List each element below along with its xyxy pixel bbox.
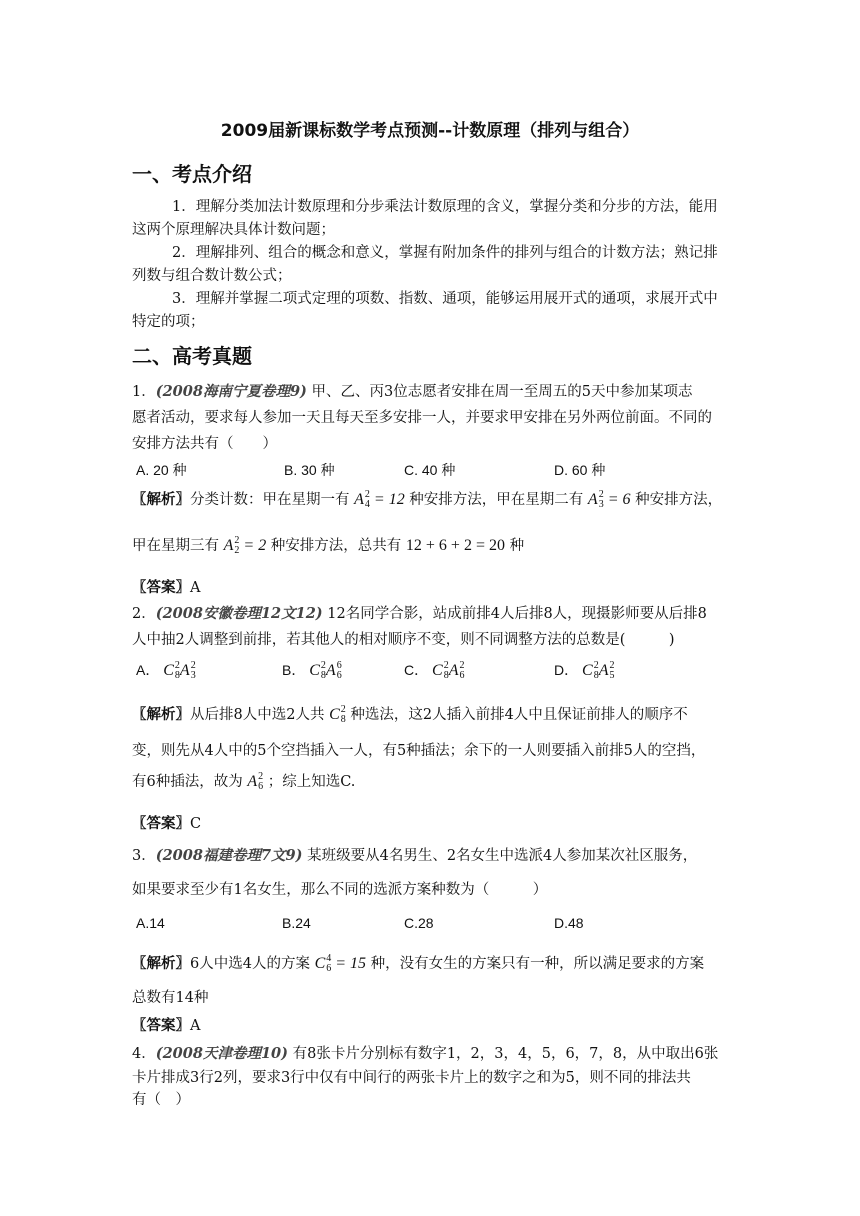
q3-line-2: 如果要求至少有1名女生，那么不同的选派方案种数为（ ） — [132, 882, 548, 898]
q2-formula-1: C 2 8 — [329, 704, 346, 726]
q1-analysis-text-d: 甲在星期三有 — [132, 538, 219, 554]
q3-analysis-text-b: 种，没有女生的方案只有一种，所以满足要求的方案 — [370, 956, 705, 972]
section-heading-2: 二、高考真题 — [132, 344, 252, 368]
q1-analysis-text-a: 分类计数：甲在星期一有 — [190, 492, 350, 508]
q1-formula-3: A 2 2 = 2 — [223, 535, 267, 557]
q1-answer: A — [190, 580, 201, 596]
q2-answer: C — [190, 816, 202, 832]
q3-formula-1: C 4 6 = 15 — [314, 953, 367, 975]
point-2-line-1: 2．理解排列、组合的概念和意义，掌握有附加条件的排列与组合的计数方法；熟记排 — [172, 245, 718, 261]
section-heading-1: 一、考点介绍 — [132, 162, 252, 186]
q4-line-3: 有（ ） — [132, 1092, 190, 1108]
q2-source: (2008安徽卷理12文12) — [155, 605, 323, 622]
q1-line-2: 愿者活动，要求每人参加一天且每天至多安排一人，并要求甲安排在另外两位前面。不同的 — [132, 410, 712, 426]
q4-line-2: 卡片排成3行2列，要求3行中仅有中间行的两张卡片上的数字之和为5，则不同的排法共 — [132, 1070, 691, 1086]
q2-option-b — [282, 660, 342, 681]
q2-analysis-text-d: ；综上知选C. — [267, 774, 356, 790]
q2-analysis-line-3 — [132, 772, 740, 792]
q2-option-c-label: C． — [404, 662, 429, 678]
q3-analysis-label: 〖解析〗 — [132, 955, 190, 972]
q3-analysis-line-2: 总数有14种 — [132, 990, 209, 1006]
q2-analysis-text-a: 从后排8人中选2人共 — [190, 707, 325, 723]
q3-source: (2008福建卷理7文9) — [155, 847, 303, 864]
point-1-line-2: 这两个原理解决具体计数问题； — [132, 222, 335, 238]
q2-analysis-line-1 — [132, 705, 740, 725]
q1-analysis-text-f: 种 — [509, 538, 525, 554]
q2-analysis-line-2: 变，则先从4人中的5个空挡插入一人，有5种插法；余下的一人则要插入前排5人的空挡， — [132, 743, 706, 759]
q1-formula-4: 12 + 6 + 2 = 20 — [405, 537, 505, 554]
q2-text-1: 12名同学合影，站成前排4人后排8人，现摄影师要从后排8 — [327, 606, 707, 622]
q3-option-c: C.28 — [404, 915, 434, 931]
q2-formula-2: A 2 6 — [247, 771, 264, 793]
q1-answer-line — [132, 578, 740, 598]
q4-line-1 — [132, 1044, 740, 1064]
q1-source: (2008海南宁夏卷理9) — [155, 383, 307, 400]
point-2-line-2: 列数与组合数计数公式； — [132, 268, 292, 284]
point-3-line-1: 3．理解并掌握二项式定理的项数、指数、通项，能够运用展开式的通项，求展开式中 — [172, 291, 718, 307]
q4-number: 4． — [132, 1046, 156, 1062]
q2-number: 2． — [132, 606, 156, 622]
q1-text-1: 甲、乙、丙3位志愿者安排在周一至周五的5天中参加某项志 — [311, 384, 693, 400]
q3-answer-label: 〖答案〗 — [132, 1017, 190, 1034]
q1-option-b: B. 30 种 — [284, 462, 335, 478]
q2-option-b-label: B． — [282, 662, 306, 678]
q4-source: (2008天津卷理10) — [155, 1045, 288, 1062]
q2-option-a-formula: C 2 8 A 2 3 — [163, 660, 196, 682]
q2-line-1 — [132, 604, 740, 624]
point-3-line-2: 特定的项； — [132, 314, 205, 330]
q1-formula-1: A 2 4 = 12 — [354, 489, 405, 511]
q1-formula-2: A 2 3 = 6 — [587, 489, 631, 511]
q1-analysis-line-2 — [132, 536, 740, 556]
document-title: 2009届新课标数学考点预测--计数原理（排列与组合） — [220, 121, 640, 141]
q2-answer-label: 〖答案〗 — [132, 815, 190, 832]
q3-option-a: A.14 — [136, 915, 165, 931]
q2-option-c — [404, 660, 464, 681]
q3-number: 3． — [132, 848, 156, 864]
q1-analysis-text-b: 种安排方法，甲在星期二有 — [409, 492, 584, 508]
q3-option-d: D.48 — [554, 915, 584, 931]
q3-analysis-text-a: 6人中选4人的方案 — [190, 956, 310, 972]
q1-line-3: 安排方法共有（ ） — [132, 436, 277, 452]
q1-option-c: C. 40 种 — [404, 462, 456, 478]
q3-analysis-line-1 — [132, 954, 740, 974]
q2-option-d-formula: C 2 8 A 2 5 — [582, 660, 615, 682]
q3-line-1 — [132, 846, 740, 866]
q1-analysis-line-1 — [132, 490, 740, 510]
q4-text-1: 有8张卡片分别标有数字1，2，3，4，5，6，7，8，从中取出6张 — [292, 1046, 719, 1062]
q2-option-b-formula: C 2 8 A 6 6 — [309, 660, 342, 682]
q2-line-2: 人中抽2人调整到前排，若其他人的相对顺序不变，则不同调整方法的总数是( ) — [132, 632, 675, 648]
q2-analysis-label: 〖解析〗 — [132, 706, 190, 723]
q2-option-a — [136, 660, 196, 681]
q2-option-d-label: D． — [554, 662, 579, 678]
q1-line-1 — [132, 382, 740, 402]
q3-option-b: B.24 — [282, 915, 311, 931]
q2-analysis-text-c: 有6种插法，故为 — [132, 774, 243, 790]
q1-answer-label: 〖答案〗 — [132, 579, 190, 596]
q1-analysis-label: 〖解析〗 — [132, 491, 190, 508]
q1-analysis-text-c: 种安排方法， — [635, 492, 723, 508]
q2-option-d — [554, 660, 614, 681]
point-1-line-1: 1．理解分类加法计数原理和分步乘法计数原理的含义，掌握分类和分步的方法，能用 — [172, 199, 718, 215]
q1-option-d: D. 60 种 — [554, 462, 606, 478]
q3-answer-line — [132, 1016, 740, 1036]
q2-option-a-label: A． — [136, 662, 160, 678]
q1-number: 1． — [132, 384, 156, 400]
q1-option-a: A. 20 种 — [136, 462, 187, 478]
q3-answer: A — [190, 1018, 201, 1034]
q2-answer-line — [132, 814, 740, 834]
q1-analysis-text-e: 种安排方法，总共有 — [270, 538, 402, 554]
q3-text-1: 某班级要从4名男生、2名女生中选派4人参加某次社区服务， — [307, 848, 698, 864]
q2-option-c-formula: C 2 8 A 2 6 — [432, 660, 465, 682]
q2-analysis-text-b: 种选法，这2人插入前排4人中且保证前排人的顺序不 — [350, 707, 688, 723]
